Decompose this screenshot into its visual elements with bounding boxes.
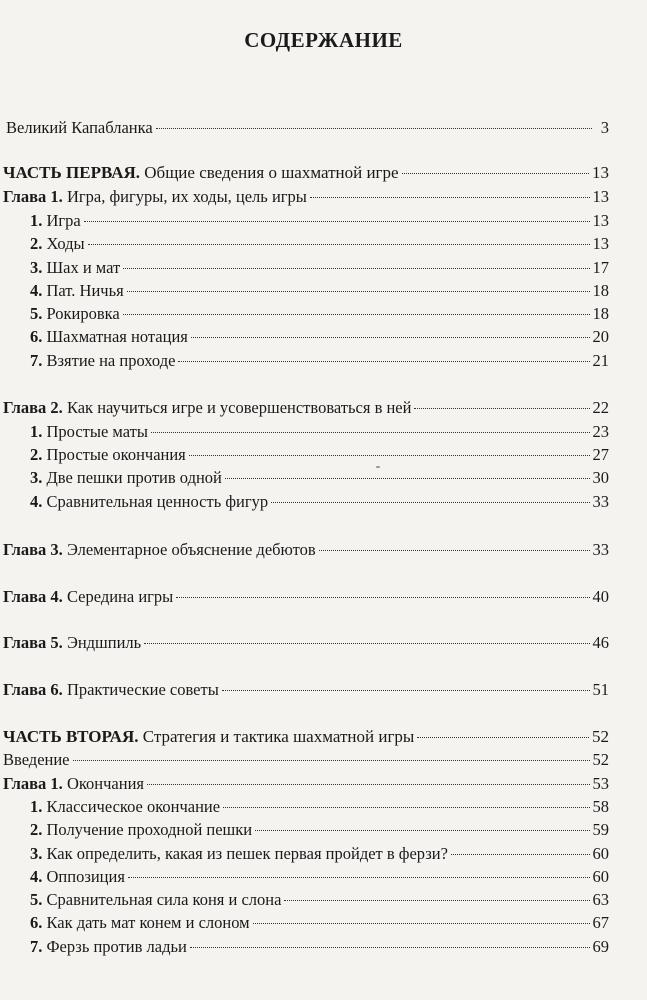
toc-entry-text: Простые окончания bbox=[42, 445, 186, 464]
toc-entry-title bbox=[6, 117, 153, 139]
toc-entry bbox=[30, 866, 609, 888]
dot-leader bbox=[88, 244, 590, 245]
toc-page-number: 53 bbox=[592, 774, 609, 793]
toc-page-number: 40 bbox=[592, 587, 609, 606]
toc-page-number: 33 bbox=[592, 540, 609, 559]
toc-page-number: 21 bbox=[592, 351, 609, 370]
dot-leader bbox=[123, 268, 589, 269]
toc-page-number: 60 bbox=[592, 867, 609, 886]
page-title: СОДЕРЖАНИЕ bbox=[244, 28, 403, 52]
dot-leader bbox=[73, 760, 590, 761]
toc-entry-label: 4. bbox=[30, 281, 43, 300]
toc-entry-title bbox=[3, 397, 411, 419]
toc-entry-label: Глава 1. bbox=[3, 187, 63, 206]
toc-entry bbox=[30, 889, 609, 911]
toc-page-number: 22 bbox=[592, 398, 609, 417]
toc-entry-label: ЧАСТЬ ПЕРВАЯ. bbox=[3, 163, 141, 182]
toc-entry-label: 3. bbox=[30, 468, 43, 487]
toc-entry-label: 2. bbox=[30, 820, 43, 839]
toc-entry-label: Глава 1. bbox=[3, 774, 63, 793]
toc-entry-text: Игра, фигуры, их ходы, цель игры bbox=[62, 187, 307, 206]
toc-entry-title bbox=[3, 539, 316, 561]
dot-leader bbox=[451, 854, 590, 855]
toc-page-number: 33 bbox=[592, 492, 609, 511]
toc-entry-label: ЧАСТЬ ВТОРАЯ. bbox=[3, 727, 139, 746]
toc-entry-title bbox=[30, 210, 81, 232]
toc-entry bbox=[30, 421, 609, 443]
toc-entry-text: Великий Капабланка bbox=[6, 118, 153, 137]
toc-entry bbox=[30, 233, 609, 255]
toc-page-number: 63 bbox=[592, 890, 609, 909]
toc-entry-title bbox=[3, 162, 399, 184]
toc-entry bbox=[3, 773, 609, 795]
toc-entry bbox=[30, 280, 609, 302]
toc-entry-text: Взятие на проходе bbox=[42, 351, 176, 370]
toc-entry-label: 3. bbox=[30, 258, 43, 277]
toc-entry-title bbox=[30, 936, 187, 958]
toc-entry-label: 5. bbox=[30, 890, 43, 909]
toc-entry-text: Пат. Ничья bbox=[42, 281, 124, 300]
toc-page-number: 58 bbox=[592, 797, 609, 816]
toc-page-number: 13 bbox=[592, 211, 609, 230]
dot-leader bbox=[417, 737, 589, 738]
dot-leader bbox=[319, 550, 590, 551]
toc-page-number: 67 bbox=[592, 913, 609, 932]
toc-entry-title bbox=[3, 679, 219, 701]
toc-entry-text: Игра bbox=[42, 211, 81, 230]
toc-page-number: 51 bbox=[592, 680, 609, 699]
dot-leader bbox=[255, 830, 589, 831]
toc-entry-label: 4. bbox=[30, 492, 43, 511]
toc-entry bbox=[30, 912, 609, 934]
toc-page-number: 18 bbox=[592, 281, 609, 300]
toc-entry-title bbox=[30, 326, 188, 348]
dot-leader bbox=[223, 807, 589, 808]
toc-page-number: 18 bbox=[592, 304, 609, 323]
toc-entry-title bbox=[30, 843, 448, 865]
toc-entry-text: Получение проходной пешки bbox=[42, 820, 253, 839]
toc-entry-title bbox=[3, 186, 307, 208]
dot-leader bbox=[310, 197, 590, 198]
dot-leader bbox=[144, 643, 589, 644]
toc-page-number: 13 bbox=[592, 187, 609, 206]
toc-page-number: 23 bbox=[592, 422, 609, 441]
toc-entry-title bbox=[30, 866, 125, 888]
toc-page-number: 13 bbox=[592, 163, 609, 182]
toc-entry-text: Сравнительная сила коня и слона bbox=[42, 890, 282, 909]
toc-entry-text: Ходы bbox=[42, 234, 85, 253]
dot-leader bbox=[128, 877, 590, 878]
dot-leader bbox=[151, 432, 590, 433]
toc-entry-text: Стратегия и тактика шахматной игры bbox=[138, 727, 415, 746]
toc-page-number: 52 bbox=[592, 750, 609, 769]
toc-entry-label: 1. bbox=[30, 797, 43, 816]
toc-entry-text: Рокировка bbox=[42, 304, 120, 323]
dot-leader bbox=[414, 408, 589, 409]
toc-entry-title bbox=[30, 912, 250, 934]
toc-entry-text: Середина игры bbox=[62, 587, 174, 606]
toc-entry-title bbox=[30, 491, 268, 513]
toc-page-number: 59 bbox=[592, 820, 609, 839]
toc-entry-text: Как научиться игре и усовершенствоваться в ней bbox=[62, 398, 412, 417]
toc-entry-label: Глава 4. bbox=[3, 587, 63, 606]
toc-entry bbox=[30, 936, 609, 958]
toc-entry-label: 7. bbox=[30, 937, 43, 956]
toc-entry bbox=[3, 162, 609, 184]
dot-leader bbox=[84, 221, 590, 222]
toc-entry bbox=[30, 819, 609, 841]
dot-leader bbox=[225, 478, 590, 479]
toc-entry-title bbox=[30, 467, 222, 489]
toc-entry bbox=[3, 726, 609, 748]
toc-page-number: 30 bbox=[592, 468, 609, 487]
toc-entry bbox=[30, 796, 609, 818]
toc-page-number: 46 bbox=[592, 633, 609, 652]
dot-leader bbox=[253, 923, 590, 924]
toc-page-number: 3 bbox=[600, 118, 609, 137]
toc-entry-text: Две пешки против одной bbox=[42, 468, 222, 487]
toc-entry-title bbox=[30, 233, 85, 255]
toc-entry-text: Шах и мат bbox=[42, 258, 121, 277]
toc-entry-text: Общие сведения о шахматной игре bbox=[140, 163, 399, 182]
toc-entry-text: Как определить, какая из пешек первая пройдет в ферзи? bbox=[42, 844, 448, 863]
toc-entry bbox=[30, 467, 609, 489]
toc-entry-title bbox=[3, 726, 414, 748]
toc-entry-title bbox=[3, 586, 173, 608]
toc-entry-title bbox=[30, 421, 148, 443]
toc-entry-label: 6. bbox=[30, 327, 43, 346]
dot-leader bbox=[402, 173, 589, 174]
toc-page-number: 27 bbox=[592, 445, 609, 464]
toc-page-number: 13 bbox=[592, 234, 609, 253]
toc-entry-title bbox=[3, 773, 144, 795]
toc-entry bbox=[30, 444, 609, 466]
toc-entry-title bbox=[30, 280, 124, 302]
toc-entry bbox=[3, 679, 609, 701]
toc-entry-text: Практические советы bbox=[62, 680, 219, 699]
toc-entry bbox=[3, 186, 609, 208]
toc-entry-title bbox=[30, 303, 120, 325]
toc-entry bbox=[3, 539, 609, 561]
toc-entry bbox=[3, 397, 609, 419]
toc-entry-text: Эндшпиль bbox=[62, 633, 142, 652]
dot-leader bbox=[190, 947, 590, 948]
toc-page-number: 17 bbox=[592, 258, 609, 277]
toc-entry-label: Глава 3. bbox=[3, 540, 63, 559]
toc-entry-title bbox=[30, 819, 252, 841]
toc-entry-title bbox=[30, 796, 220, 818]
dot-leader bbox=[176, 597, 589, 598]
dot-leader bbox=[222, 690, 590, 691]
toc-entry-title bbox=[30, 444, 186, 466]
toc-entry bbox=[30, 350, 609, 372]
toc-entry-label: 7. bbox=[30, 351, 43, 370]
toc-entry bbox=[30, 326, 609, 348]
dot-leader bbox=[284, 900, 589, 901]
toc-page-number: 20 bbox=[592, 327, 609, 346]
toc-entry-text: Сравнительная ценность фигур bbox=[42, 492, 269, 511]
toc-entry-title bbox=[30, 350, 175, 372]
toc-entry-text: Шахматная нотация bbox=[42, 327, 188, 346]
toc-entry bbox=[30, 257, 609, 279]
toc-entry-label: 1. bbox=[30, 422, 43, 441]
dot-leader bbox=[271, 502, 589, 503]
print-speck bbox=[376, 466, 380, 468]
toc-entry-text: Классическое окончание bbox=[42, 797, 221, 816]
toc-entry-label: 3. bbox=[30, 844, 43, 863]
toc-entry-text: Простые маты bbox=[42, 422, 148, 441]
toc-entry bbox=[30, 303, 609, 325]
toc-entry-label: Глава 2. bbox=[3, 398, 63, 417]
toc-entry-title bbox=[3, 749, 70, 771]
toc-entry-label: 2. bbox=[30, 445, 43, 464]
toc-entry-text: Элементарное объяснение дебютов bbox=[62, 540, 316, 559]
toc-entry-label: Глава 5. bbox=[3, 633, 63, 652]
toc-page-number: 60 bbox=[592, 844, 609, 863]
toc-entry-label: 6. bbox=[30, 913, 43, 932]
toc-entry-text: Оппозиция bbox=[42, 867, 125, 886]
dot-leader bbox=[189, 455, 590, 456]
toc-entry-text: Как дать мат конем и слоном bbox=[42, 913, 250, 932]
toc-entry-text: Введение bbox=[3, 750, 70, 769]
toc-entry bbox=[30, 843, 609, 865]
dot-leader bbox=[156, 128, 592, 129]
toc-entry bbox=[30, 491, 609, 513]
toc-entry bbox=[3, 632, 609, 654]
toc-entry-text: Окончания bbox=[62, 774, 144, 793]
toc-entry-label: 5. bbox=[30, 304, 43, 323]
toc-entry bbox=[6, 117, 609, 139]
toc-page-number: 52 bbox=[592, 727, 609, 746]
dot-leader bbox=[127, 291, 590, 292]
toc-entry-title bbox=[30, 257, 120, 279]
toc-entry bbox=[3, 749, 609, 771]
toc-entry-title bbox=[3, 632, 141, 654]
toc-entry bbox=[3, 586, 609, 608]
dot-leader bbox=[123, 314, 590, 315]
toc-page-number: 69 bbox=[592, 937, 609, 956]
toc-entry-text: Ферзь против ладьи bbox=[42, 937, 187, 956]
toc-entry-label: 4. bbox=[30, 867, 43, 886]
toc-entry-title bbox=[30, 889, 281, 911]
toc-entry-label: 1. bbox=[30, 211, 43, 230]
dot-leader bbox=[147, 784, 590, 785]
toc-entry-label: 2. bbox=[30, 234, 43, 253]
toc-entry bbox=[30, 210, 609, 232]
toc-entry-label: Глава 6. bbox=[3, 680, 63, 699]
dot-leader bbox=[191, 337, 590, 338]
dot-leader bbox=[178, 361, 589, 362]
